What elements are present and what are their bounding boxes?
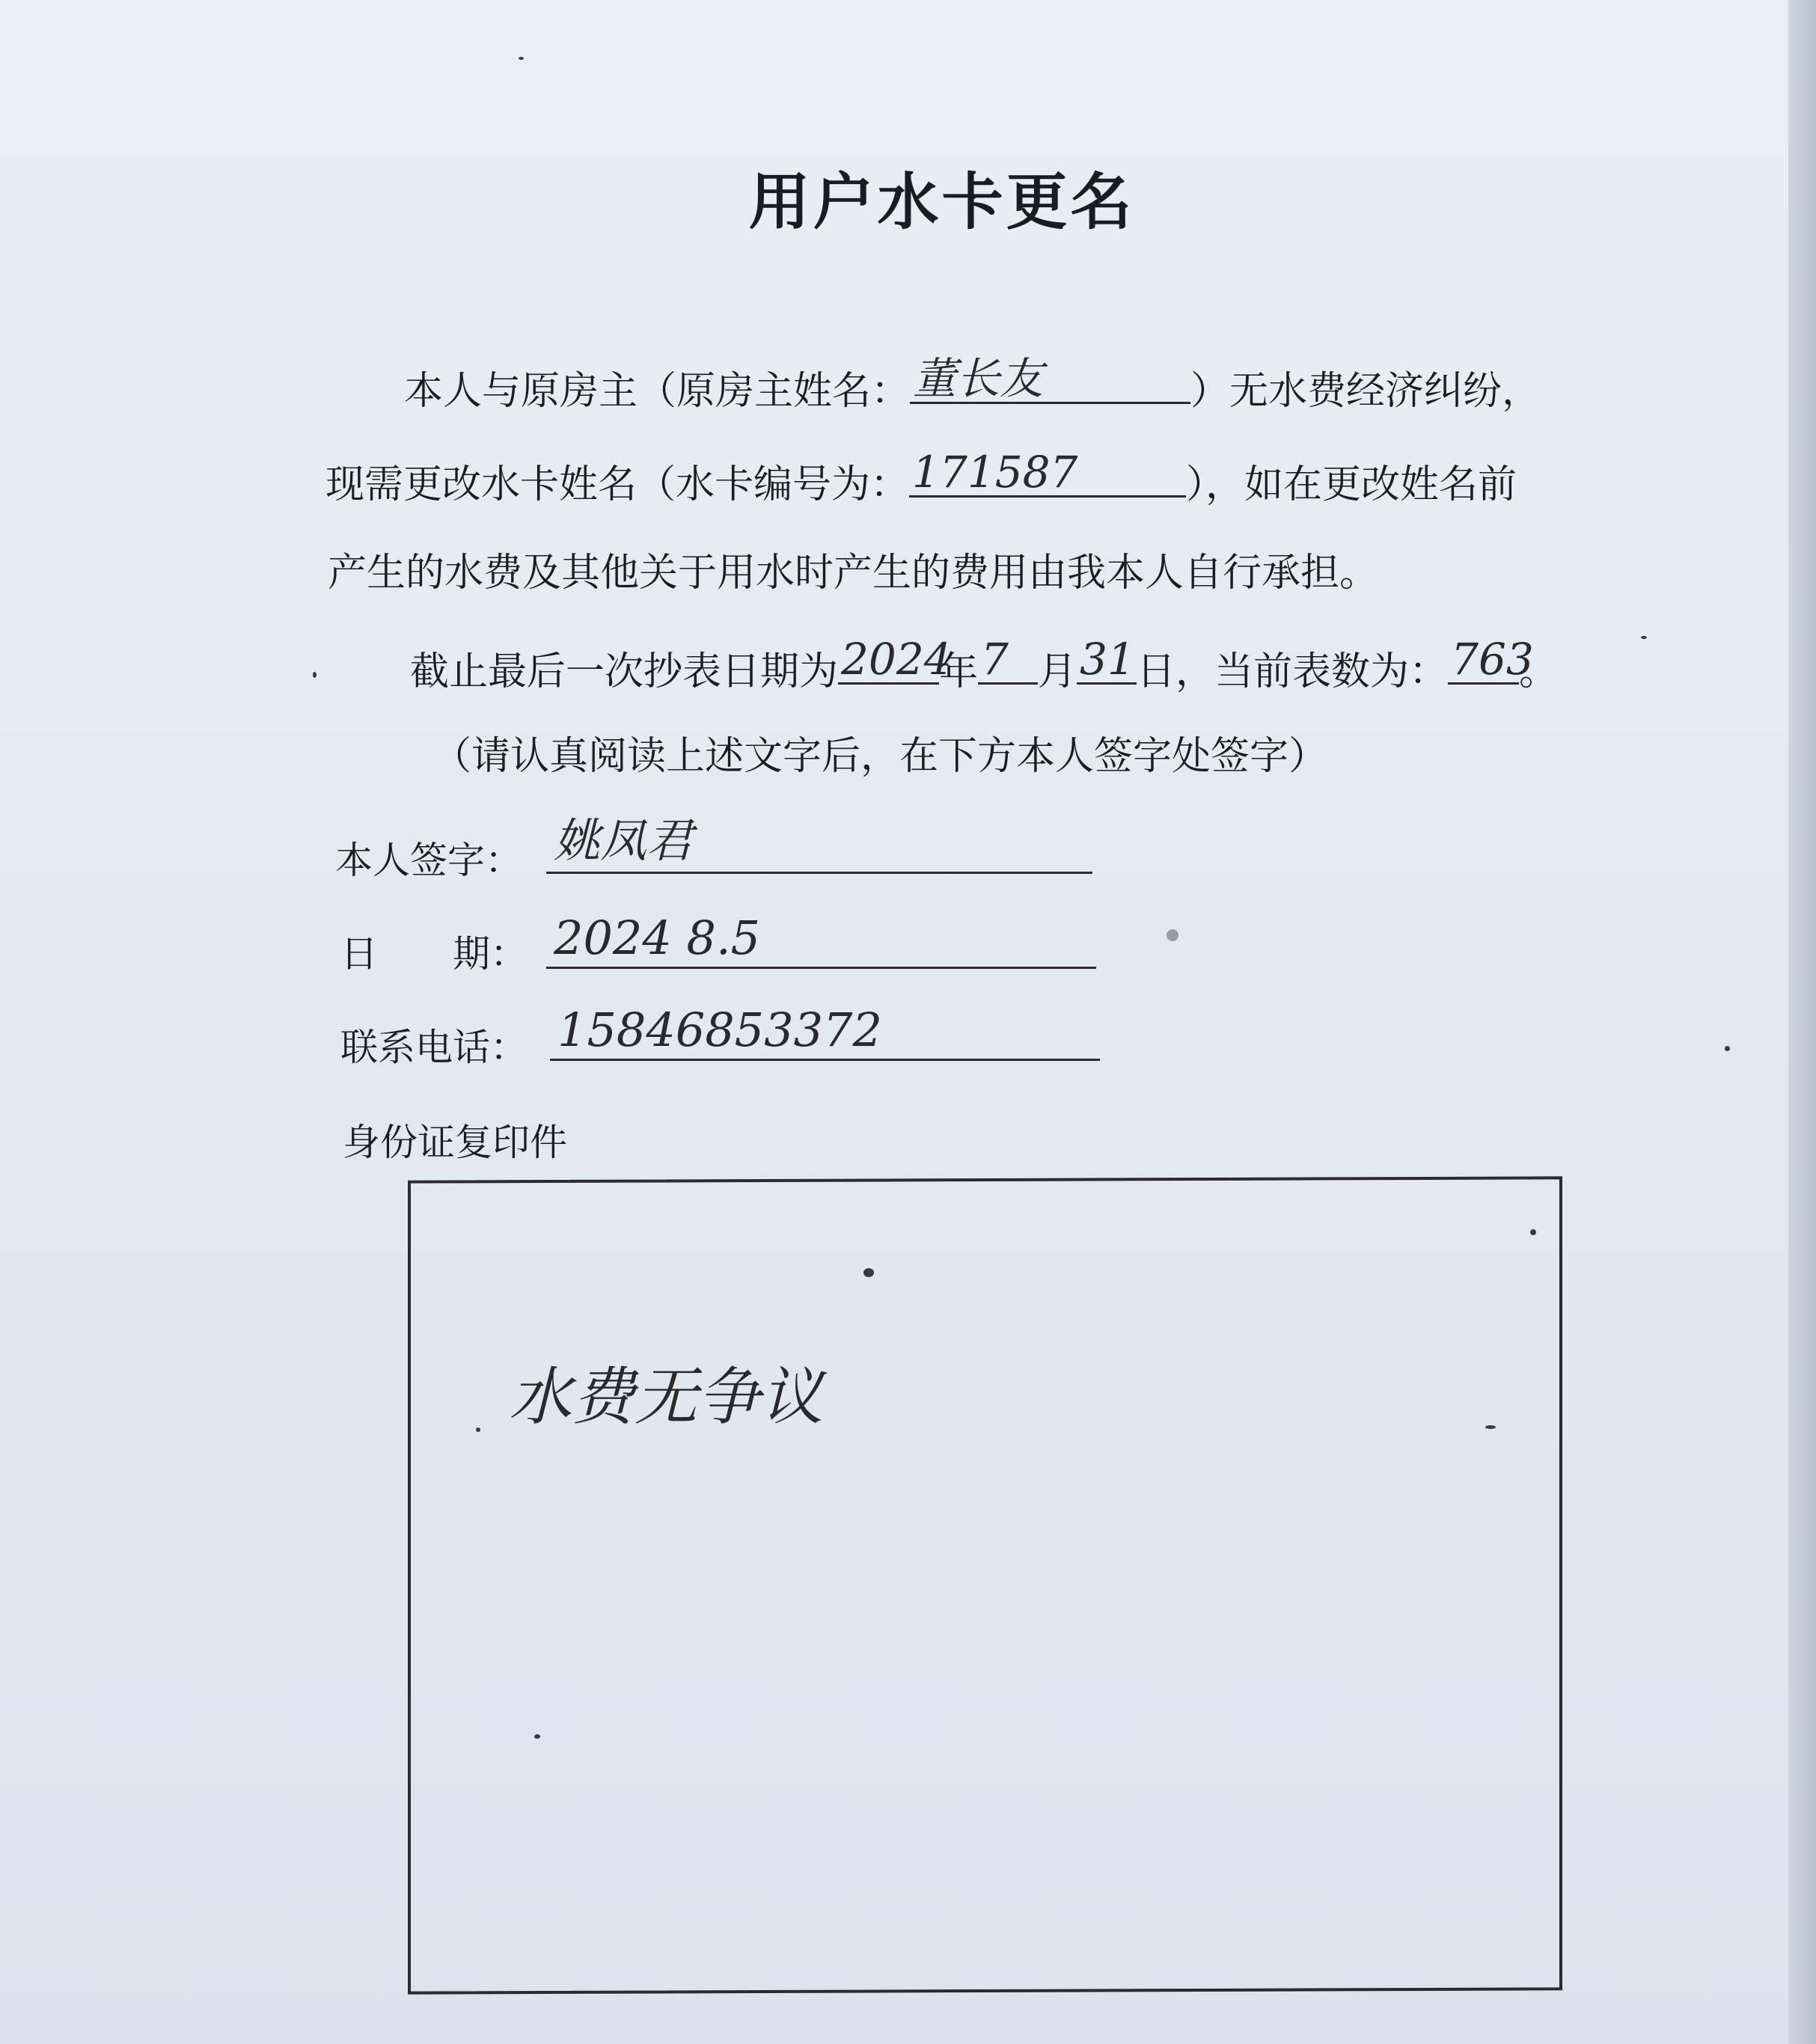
scan-speck: [1530, 1229, 1536, 1235]
scan-speck: [1485, 1425, 1496, 1429]
paragraph-line-3: 产生的水费及其他关于用水时产生的费用由我本人自行承担。: [328, 551, 1379, 596]
date-field: [546, 911, 1096, 969]
reading-day-field: [1077, 634, 1137, 685]
reading-year: 2024: [841, 634, 952, 685]
reading-year-field: [838, 634, 952, 685]
day-unit: 日，当前表数为：: [1137, 649, 1449, 694]
scan-speck: [313, 672, 317, 678]
id-copy-label: 身份证复印件: [343, 1121, 567, 1164]
scan-speck: [1641, 636, 1647, 639]
paper-edge-shadow: [1788, 0, 1816, 2044]
reading-day: 31: [1080, 634, 1135, 685]
scan-speck: [1725, 1046, 1730, 1051]
reading-month: 7: [981, 634, 1009, 685]
paragraph-line-2: [325, 447, 1517, 507]
id-copy-box: [408, 1176, 1562, 1994]
document-title: 用户水卡更名: [748, 167, 1135, 238]
para1-suffix: ）无水费经济纠纷，: [1190, 369, 1541, 414]
meter-reading-field: [1448, 634, 1534, 685]
instruction-text: （请认真阅读上述文字后，在下方本人签字处签字）: [432, 734, 1328, 779]
scan-speck: [476, 1428, 480, 1432]
month-unit: 月: [1038, 649, 1077, 694]
phone-field: [550, 1003, 1100, 1061]
water-card-number: 171587: [912, 447, 1078, 498]
para4-prefix: 截止最后一次抄表日期为: [410, 649, 839, 694]
reading-month-field: [978, 634, 1038, 685]
para1-prefix: 本人与原房主（原房主姓名：: [404, 369, 911, 414]
year-unit: 年: [939, 649, 979, 694]
para4-end: 。: [1519, 649, 1559, 694]
signature-label: 本人签字：: [335, 839, 522, 882]
para2-suffix: ），如在更改姓名前: [1186, 462, 1517, 507]
scan-speck: [1167, 929, 1178, 941]
phone-value: 15846853372: [557, 1003, 882, 1057]
id-copy-handwritten-note: 水费无争议: [509, 1360, 824, 1433]
meter-reading: 763: [1451, 634, 1534, 685]
scan-speck: [863, 1268, 874, 1277]
former-owner-name: 董长友: [913, 353, 1044, 404]
former-owner-name-field: [910, 353, 1190, 404]
signature-value: 姚凤君: [554, 813, 694, 868]
scan-speck: [534, 1734, 540, 1739]
water-card-number-field: [909, 447, 1186, 498]
paragraph-line-1: [404, 353, 1541, 414]
paragraph-line-4: [410, 634, 1559, 694]
scan-speck: [519, 57, 524, 60]
signature-field: [546, 813, 1092, 874]
phone-label: 联系电话：: [340, 1026, 528, 1069]
date-label: 日 期：: [340, 932, 528, 976]
date-value: 2024 8.5: [554, 911, 761, 965]
para2-prefix: 现需更改水卡姓名（水卡编号为：: [325, 462, 910, 507]
